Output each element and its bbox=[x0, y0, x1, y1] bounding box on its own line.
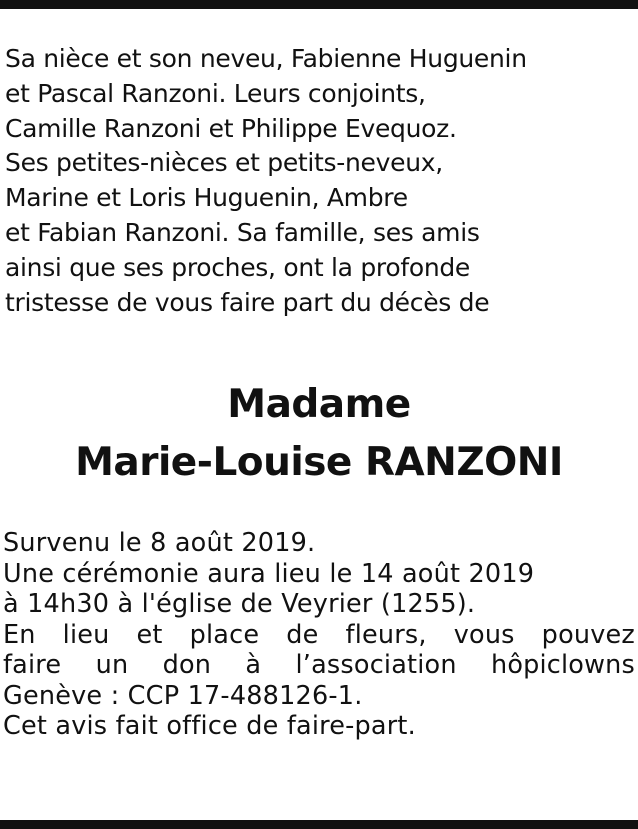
details-line: Une cérémonie aura lieu le 14 août 2019 bbox=[3, 558, 535, 589]
details-line: Genève : CCP 17-488126-1. bbox=[3, 680, 363, 711]
intro-line: ainsi que ses proches, ont la profonde bbox=[5, 252, 471, 282]
intro-line: Ses petites-nièces et petits-neveux, bbox=[5, 148, 443, 178]
intro-line: tristesse de vous faire part du décès de bbox=[5, 287, 490, 317]
details-line: Cet avis fait office de faire-part. bbox=[3, 711, 416, 741]
top-border-rule bbox=[0, 0, 638, 9]
deceased-name-block bbox=[0, 380, 638, 488]
details-line: faire un don à l’association hôpiclowns bbox=[3, 650, 635, 680]
announcement-details bbox=[3, 528, 635, 742]
details-line: à 14h30 à l'église de Veyrier (1255). bbox=[3, 589, 476, 619]
deceased-full-name: Marie-Louise RANZONI bbox=[75, 440, 563, 485]
intro-line: Marine et Loris Huguenin, Ambre bbox=[5, 183, 408, 213]
intro-line: et Pascal Ranzoni. Leurs conjoints, bbox=[5, 78, 426, 108]
details-line: Survenu le 8 août 2019. bbox=[3, 528, 316, 558]
intro-line: Sa nièce et son neveu, Fabienne Huguenin bbox=[5, 44, 527, 73]
deceased-title: Madame bbox=[227, 382, 411, 427]
intro-line: Camille Ranzoni et Philippe Evequoz. bbox=[5, 113, 457, 143]
bottom-border-rule bbox=[0, 820, 638, 829]
details-line: En lieu et place de fleurs, vous pouvez bbox=[3, 619, 635, 650]
intro-line: et Fabian Ranzoni. Sa famille, ses amis bbox=[5, 217, 480, 247]
announcement-intro bbox=[5, 42, 633, 320]
